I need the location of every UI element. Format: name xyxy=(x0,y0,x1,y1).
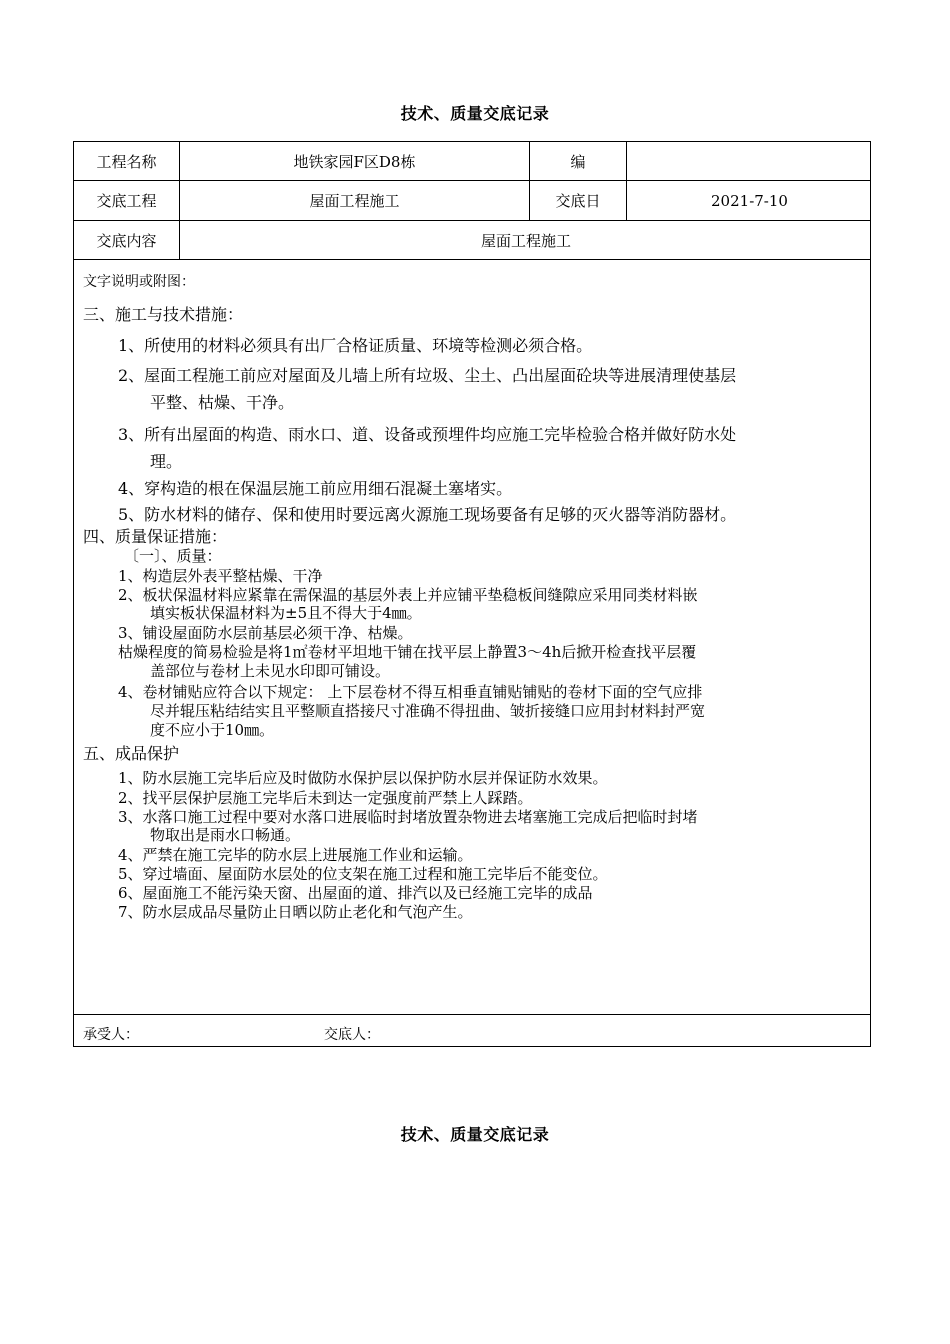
signature-row xyxy=(74,1015,870,1046)
content-value: 屋面工程施工 xyxy=(179,221,872,259)
s5-item-1: 1、防水层施工完毕后应及时做防水保护层以保护防水层并保证防水效果。 xyxy=(118,769,608,787)
s4-subtitle: 〔一〕、质量： xyxy=(124,547,222,565)
intro-text: 文字说明或附图： xyxy=(83,274,195,290)
s4-item-3-note-cont: 盖部位与卷材上未见水印即可铺设。 xyxy=(150,662,391,680)
content-label: 交底内容 xyxy=(96,231,157,250)
section-5-title: 五、成品保护 xyxy=(83,744,180,763)
section-4-title: 四、质量保证措施： xyxy=(83,527,228,546)
s4-item-3: 3、铺设屋面防水层前基层必须干净、枯燥。 xyxy=(118,624,413,642)
form-row-content xyxy=(74,221,870,260)
s4-item-3-note: 枯燥程度的简易检验是将1㎡卷材平坦地干铺在找平层上静置3～4h后掀开检查找平层覆 xyxy=(118,643,697,661)
form-row-item xyxy=(74,181,870,221)
code-label: 编 xyxy=(529,142,626,180)
discloser-label: 交底人： xyxy=(324,1027,380,1043)
code-value xyxy=(626,142,872,180)
project-name-value: 地铁家园F区D8栋 xyxy=(179,142,529,180)
s5-item-3-cont: 物取出是雨水口畅通。 xyxy=(150,826,301,844)
s4-item-2: 2、板状保温材料应紧靠在需保温的基层外表上并应铺平垫稳板间缝隙应采用同类材料嵌 xyxy=(118,586,698,604)
receiver-label: 承受人： xyxy=(83,1027,139,1043)
s3-item-5: 5、防水材料的储存、保和使用时要远离火源施工现场要备有足够的灭火器等消防器材。 xyxy=(118,505,737,524)
s5-item-3: 3、水落口施工过程中要对水落口进展临时封堵放置杂物进去堵塞施工完成后把临时封堵 xyxy=(118,808,698,826)
s4-item-4-cont1: 尽并辊压粘结结实且平整顺直搭接尺寸准确不得扭曲、皱折接缝口应用封材料封严宽 xyxy=(150,702,706,720)
s4-item-1: 1、构造层外表平整枯燥、干净 xyxy=(118,567,323,585)
s4-item-4: 4、卷材铺贴应符合以下规定： 上下层卷材不得互相垂直铺贴铺贴的卷材下面的空气应排 xyxy=(118,683,703,701)
s4-item-4-cont2: 度不应小于10㎜。 xyxy=(150,721,275,739)
s3-item-3-cont: 理。 xyxy=(150,452,183,471)
date-label: 交底日 xyxy=(529,181,626,220)
s5-item-6: 6、屋面施工不能污染天窗、出屋面的道、排汽以及已经施工完毕的成品 xyxy=(118,884,593,902)
s3-item-2-cont: 平整、枯燥、干净。 xyxy=(150,393,295,412)
item-label: 交底工程 xyxy=(96,192,157,210)
s5-item-7: 7、防水层成品尽量防止日晒以防止老化和气泡产生。 xyxy=(118,903,473,921)
s5-item-5: 5、穿过墙面、屋面防水层处的位支架在施工过程和施工完毕后不能变位。 xyxy=(118,865,608,883)
item-value: 屋面工程施工 xyxy=(179,181,529,220)
s3-item-2: 2、屋面工程施工前应对屋面及儿墙上所有垃圾、尘土、凸出屋面砼块等进展清理使基层 xyxy=(118,366,737,385)
disclosure-form xyxy=(73,141,871,1047)
s5-item-4: 4、严禁在施工完毕的防水层上进展施工作业和运输。 xyxy=(118,846,473,864)
form-row-project xyxy=(74,142,870,181)
project-name-label: 工程名称 xyxy=(96,152,157,171)
section-3-title: 三、施工与技术措施： xyxy=(83,305,244,324)
s3-item-1: 1、所使用的材料必须具有出厂合格证质量、环境等检测必须合格。 xyxy=(118,336,593,355)
s4-item-2-cont: 填实板状保温材料为±5且不得大于4㎜。 xyxy=(150,604,422,622)
s5-item-2: 2、找平层保护层施工完毕后未到达一定强度前严禁上人踩踏。 xyxy=(118,789,533,807)
document-title: 技术、质量交底记录 xyxy=(400,104,550,123)
s3-item-4: 4、穿构造的根在保温层施工前应用细石混凝土塞堵实。 xyxy=(118,479,513,498)
date-value: 2021-7-10 xyxy=(626,181,872,220)
s3-item-3: 3、所有出屋面的构造、雨水口、道、设备或预埋件均应施工完毕检验合格并做好防水处 xyxy=(118,425,737,444)
disclosure-body xyxy=(74,260,870,1015)
next-page-title: 技术、质量交底记录 xyxy=(400,1125,550,1144)
